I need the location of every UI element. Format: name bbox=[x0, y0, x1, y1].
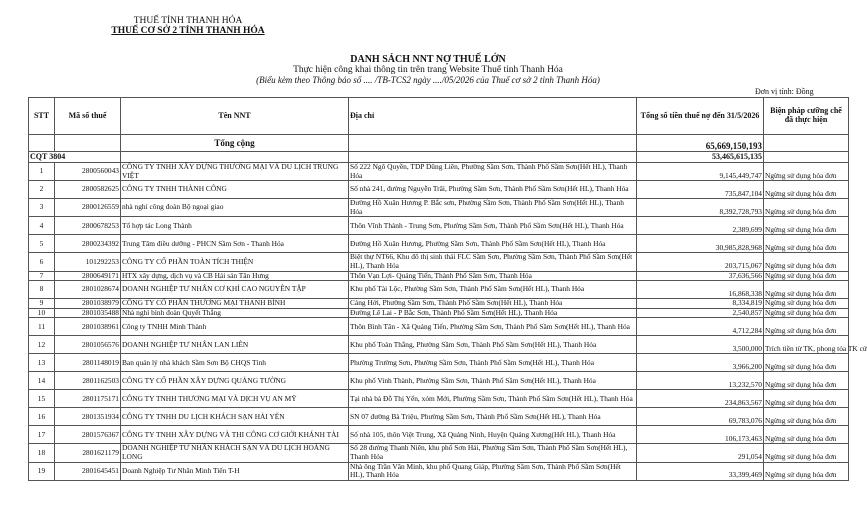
row-taxpayer-name: CÔNG TY CỔ PHẦN XÂY DỰNG QUẢNG TƯỜNG bbox=[121, 372, 349, 390]
row-tax-code: 2801351934 bbox=[55, 408, 121, 426]
unit-label: Đơn vị tính: Đồng bbox=[755, 87, 814, 96]
row-tax-code: 2801056576 bbox=[55, 336, 121, 354]
row-debt-amount: 4,712,284 bbox=[637, 318, 764, 336]
row-tax-code: 2801038961 bbox=[55, 318, 121, 336]
table-row bbox=[29, 462, 849, 480]
row-address: Biệt thự NT66, Khu đô thị sinh thái FLC Sầm Sơn, Phường Sầm Sơn, Thành Phố Sầm Sơn(Hết HL), Thanh Hóa bbox=[349, 253, 637, 271]
row-stt: 17 bbox=[29, 426, 55, 444]
issuer-header bbox=[108, 16, 268, 36]
table-row bbox=[29, 281, 849, 299]
row-enforcement-measure: Ngừng sử dụng hóa đơn bbox=[764, 253, 849, 271]
document-subtitle: Thực hiện công khai thông tin trên trang Website Thuế tỉnh Thanh Hóa bbox=[293, 65, 563, 75]
row-debt-amount: 3,500,000 bbox=[637, 336, 764, 354]
row-address: Đường Hồ Xuân Hương P. Bắc sơn, Phường Sầm Sơn, Thành Phố Sầm Sơn(Hết HL), Thanh Hóa bbox=[349, 199, 637, 217]
row-debt-amount: 234,863,567 bbox=[637, 390, 764, 408]
row-address: Đường Lê Lai - P Bắc Sơn, Thành Phố Sầm Sơn(Hết HL), Thanh Hóa bbox=[349, 308, 637, 318]
row-taxpayer-name: CÔNG TY TNHH DU LỊCH KHÁCH SẠN HẢI YẾN bbox=[121, 408, 349, 426]
row-stt: 7 bbox=[29, 271, 55, 281]
table-row bbox=[29, 299, 849, 309]
row-taxpayer-name: CÔNG TY TNHH XÂY DỰNG THƯƠNG MẠI VÀ DU LỊCH TRUNG VIỆT bbox=[121, 163, 349, 181]
row-stt: 11 bbox=[29, 318, 55, 336]
row-taxpayer-name: nhà nghỉ công đoàn Bộ ngoại giao bbox=[121, 199, 349, 217]
table-row bbox=[29, 318, 849, 336]
row-stt: 3 bbox=[29, 199, 55, 217]
row-stt: 8 bbox=[29, 281, 55, 299]
col-header-stt: STT bbox=[29, 98, 55, 135]
row-debt-amount: 16,868,338 bbox=[637, 281, 764, 299]
row-taxpayer-name: CÔNG TY CỔ PHẦN TOÀN TÍCH THIỆN bbox=[121, 253, 349, 271]
table-row bbox=[29, 181, 849, 199]
row-debt-amount: 33,399,469 bbox=[637, 462, 764, 480]
row-stt: 12 bbox=[29, 336, 55, 354]
row-taxpayer-name: Nhà nghỉ bình đoàn Quyết Thắng bbox=[121, 308, 349, 318]
row-taxpayer-name: Tổ hợp tác Long Thành bbox=[121, 217, 349, 235]
row-stt: 9 bbox=[29, 299, 55, 309]
row-tax-code: 2800234392 bbox=[55, 235, 121, 253]
row-address: Số nhà 241, đường Nguyễn Trãi, Phường Sầm Sơn, Thành Phố Sầm Sơn(Hết HL), Thanh Hóa bbox=[349, 181, 637, 199]
row-taxpayer-name: CÔNG TY CỔ PHẦN THƯƠNG MẠI THANH BÌNH bbox=[121, 299, 349, 309]
table-row bbox=[29, 163, 849, 181]
row-stt: 16 bbox=[29, 408, 55, 426]
row-debt-amount: 37,636,566 bbox=[637, 271, 764, 281]
table-row bbox=[29, 235, 849, 253]
table-row bbox=[29, 444, 849, 462]
document-title: DANH SÁCH NNT NỢ THUẾ LỚN bbox=[350, 54, 506, 65]
col-header-address: Địa chỉ bbox=[349, 98, 637, 135]
row-address: Cảng Hới, Phường Sầm Sơn, Thành Phố Sầm Sơn(Hết HL), Thanh Hóa bbox=[349, 299, 637, 309]
row-address: Khu phố Tài Lộc, Phường Sầm Sơn, Thành Phố Sầm Sơn(Hết HL), Thanh Hóa bbox=[349, 281, 637, 299]
issuer-authority: THUẾ TỈNH THANH HÓA bbox=[133, 16, 243, 26]
table-row bbox=[29, 271, 849, 281]
row-enforcement-measure: Ngừng sử dụng hóa đơn bbox=[764, 390, 849, 408]
debtor-table bbox=[28, 97, 867, 481]
row-enforcement-measure: Ngừng sử dụng hóa đơn bbox=[764, 299, 849, 309]
row-address: Thôn Bình Tân - Xã Quảng Tiến, Phường Sầm Sơn, Thành Phố Sầm Sơn(Hết HL), Thanh Hóa bbox=[349, 318, 637, 336]
row-stt: 14 bbox=[29, 372, 55, 390]
row-tax-code: 101292253 bbox=[55, 253, 121, 271]
row-enforcement-measure: Ngừng sử dụng hóa đơn bbox=[764, 181, 849, 199]
row-taxpayer-name: Trung Tâm điều dưỡng - PHCN Sầm Sơn - Thanh Hóa bbox=[121, 235, 349, 253]
row-tax-code: 2801162503 bbox=[55, 372, 121, 390]
row-enforcement-measure: Ngừng sử dụng hóa đơn bbox=[764, 235, 849, 253]
row-enforcement-measure: Ngừng sử dụng hóa đơn bbox=[764, 217, 849, 235]
table-header-row bbox=[29, 98, 849, 135]
row-enforcement-measure: Ngừng sử dụng hóa đơn bbox=[764, 199, 849, 217]
row-stt: 2 bbox=[29, 181, 55, 199]
row-address: Phường Trường Sơn, Phường Sầm Sơn, Thành Phố Sầm Sơn(Hết HL), Thanh Hóa bbox=[349, 354, 637, 372]
row-address: Nhà ông Trần Văn Minh, khu phố Quang Giáp, Phường Sầm Sơn, Thành Phố Sầm Sơn(Hết HL), Thanh Hóa bbox=[349, 462, 637, 480]
row-debt-amount: 106,173,463 bbox=[637, 426, 764, 444]
row-address: Số nhà 105, thôn Việt Trung, Xã Quảng Ninh, Huyện Quảng Xương(Hết HL), Thanh Hóa bbox=[349, 426, 637, 444]
col-header-name: Tên NNT bbox=[121, 98, 349, 135]
row-debt-amount: 3,966,200 bbox=[637, 354, 764, 372]
row-stt: 19 bbox=[29, 462, 55, 480]
table-row bbox=[29, 372, 849, 390]
row-tax-code: 2801028674 bbox=[55, 281, 121, 299]
row-taxpayer-name: DOANH NGHIỆP TƯ NHÂN LAN LIÊN bbox=[121, 336, 349, 354]
row-enforcement-measure: Ngừng sử dụng hóa đơn bbox=[764, 318, 849, 336]
row-stt: 5 bbox=[29, 235, 55, 253]
row-stt: 10 bbox=[29, 308, 55, 318]
row-tax-code: 2801038979 bbox=[55, 299, 121, 309]
row-address: Thôn Vĩnh Thành - Trung Sơn, Phường Sầm Sơn, Thành Phố Sầm Sơn(Hết HL), Thanh Hóa bbox=[349, 217, 637, 235]
row-address: Khu phố Toàn Thắng, Phường Sầm Sơn, Thành Phố Sầm Sơn(Hết HL), Thanh Hóa bbox=[349, 336, 637, 354]
row-debt-amount: 291,054 bbox=[637, 444, 764, 462]
row-debt-amount: 30,985,828,968 bbox=[637, 235, 764, 253]
row-tax-code: 2801621179 bbox=[55, 444, 121, 462]
row-debt-amount: 203,715,067 bbox=[637, 253, 764, 271]
row-stt: 13 bbox=[29, 354, 55, 372]
row-address: Đường Hồ Xuân Hương, Phường Sầm Sơn, Thành Phố Sầm Sơn(Hết HL), Thanh Hóa bbox=[349, 235, 637, 253]
total-label: Tổng cộng bbox=[121, 135, 349, 152]
table-row bbox=[29, 308, 849, 318]
row-stt: 4 bbox=[29, 217, 55, 235]
table-row bbox=[29, 336, 849, 354]
row-address: Thôn Vạn Lợi- Quảng Tiến, Thành Phố Sầm Sơn, Thanh Hóa bbox=[349, 271, 637, 281]
row-tax-code: 2801645451 bbox=[55, 462, 121, 480]
row-address: SN 07 đường Bà Triệu, Phường Sầm Sơn, Thành Phố Sầm Sơn(Hết HL), Thanh Hóa bbox=[349, 408, 637, 426]
document-title-block bbox=[0, 54, 856, 85]
row-address: Số 222 Ngô Quyền, TDP Dũng Liên, Phường Sầm Sơn, Thành Phố Sầm Sơn(Hết HL), Thanh Hóa bbox=[349, 163, 637, 181]
table-row bbox=[29, 253, 849, 271]
row-tax-code: 2800582625 bbox=[55, 181, 121, 199]
row-address: Số 28 đường Thanh Niên, khu phố Sơn Hải, Phường Sầm Sơn, Thành Phố Sầm Sơn(Hết HL), Thanh Hóa bbox=[349, 444, 637, 462]
table-row bbox=[29, 217, 849, 235]
row-tax-code: 2800126559 bbox=[55, 199, 121, 217]
group-row bbox=[29, 152, 849, 163]
row-debt-amount: 8,334,819 bbox=[637, 299, 764, 309]
row-taxpayer-name: CÔNG TY TNHH XÂY DỰNG VÀ THI CÔNG CƠ GIỚI KHÁNH TÀI bbox=[121, 426, 349, 444]
row-tax-code: 2801175171 bbox=[55, 390, 121, 408]
group-label: CQT 3804 bbox=[29, 152, 121, 163]
row-tax-code: 2801148019 bbox=[55, 354, 121, 372]
row-taxpayer-name: Doanh Nghiệp Tư Nhân Minh Tiến T-H bbox=[121, 462, 349, 480]
col-header-amount: Tổng số tiền thuế nợ đến 31/5/2026 bbox=[637, 98, 764, 135]
row-tax-code: 2800649171 bbox=[55, 271, 121, 281]
row-taxpayer-name: CÔNG TY TNHH THƯƠNG MẠI VÀ DỊCH VỤ AN MỸ bbox=[121, 390, 349, 408]
row-enforcement-measure: Ngừng sử dụng hóa đơn bbox=[764, 281, 849, 299]
row-stt: 1 bbox=[29, 163, 55, 181]
row-debt-amount: 735,847,104 bbox=[637, 181, 764, 199]
issuer-office: THUẾ CƠ SỞ 2 TỈNH THANH HÓA bbox=[111, 26, 265, 36]
row-taxpayer-name: Ban quản lý nhà khách Sầm Sơn Bộ CHQS Tỉnh bbox=[121, 354, 349, 372]
row-enforcement-measure: Ngừng sử dụng hóa đơn bbox=[764, 444, 849, 462]
row-stt: 18 bbox=[29, 444, 55, 462]
row-enforcement-measure: Trích tiền từ TK, phong tỏa TK cử bbox=[764, 336, 849, 354]
col-header-mst: Mã số thuế bbox=[55, 98, 121, 135]
row-taxpayer-name: HTX xây dựng, dịch vụ và CB Hải sản Tân Hưng bbox=[121, 271, 349, 281]
row-debt-amount: 8,392,728,793 bbox=[637, 199, 764, 217]
row-tax-code: 2800678253 bbox=[55, 217, 121, 235]
row-tax-code: 2800560043 bbox=[55, 163, 121, 181]
col-header-measure: Biện pháp cưỡng chế đã thực hiện bbox=[764, 98, 849, 135]
group-amount: 53,465,615,135 bbox=[637, 152, 764, 163]
row-debt-amount: 2,389,699 bbox=[637, 217, 764, 235]
document-note: (Biểu kèm theo Thông báo số .... /TB-TCS2 ngày ..../05/2026 của Thuế cơ sở 2 tỉnh Thanh Hóa) bbox=[256, 75, 600, 85]
row-enforcement-measure: Ngừng sử dụng hóa đơn bbox=[764, 163, 849, 181]
row-tax-code: 2801576367 bbox=[55, 426, 121, 444]
row-enforcement-measure: Ngừng sử dụng hóa đơn bbox=[764, 372, 849, 390]
table-row bbox=[29, 408, 849, 426]
row-taxpayer-name: DOANH NGHIỆP TƯ NHÂN KHÁCH SẠN VÀ DU LỊCH HOÀNG LONG bbox=[121, 444, 349, 462]
row-debt-amount: 9,145,449,747 bbox=[637, 163, 764, 181]
row-debt-amount: 13,232,570 bbox=[637, 372, 764, 390]
table-row bbox=[29, 199, 849, 217]
row-tax-code: 2801035488 bbox=[55, 308, 121, 318]
row-enforcement-measure: Ngừng sử dụng hóa đơn bbox=[764, 271, 849, 281]
row-taxpayer-name: CÔNG TY TNHH THÀNH CÔNG bbox=[121, 181, 349, 199]
table-row bbox=[29, 426, 849, 444]
row-stt: 6 bbox=[29, 253, 55, 271]
row-taxpayer-name: Công ty TNHH Minh Thành bbox=[121, 318, 349, 336]
row-enforcement-measure: Ngừng sử dụng hóa đơn bbox=[764, 426, 849, 444]
row-debt-amount: 69,783,076 bbox=[637, 408, 764, 426]
table-row bbox=[29, 354, 849, 372]
row-enforcement-measure: Ngừng sử dụng hóa đơn bbox=[764, 408, 849, 426]
row-address: Tại nhà bà Đỗ Thị Yến, xóm Mới, Phường Sầm Sơn, Thành Phố Sầm Sơn(Hết HL), Thanh Hóa bbox=[349, 390, 637, 408]
row-taxpayer-name: DOANH NGHIỆP TƯ NHÂN CƠ KHÍ CAO NGUYÊN TẬP bbox=[121, 281, 349, 299]
row-enforcement-measure: Ngừng sử dụng hóa đơn bbox=[764, 308, 849, 318]
row-debt-amount: 2,540,857 bbox=[637, 308, 764, 318]
total-amount: 65,669,150,193 bbox=[637, 135, 764, 152]
row-enforcement-measure: Ngừng sử dụng hóa đơn bbox=[764, 354, 849, 372]
row-address: Khu phố Vinh Thành, Phường Sầm Sơn, Thành Phố Sầm Sơn(Hết HL), Thanh Hóa bbox=[349, 372, 637, 390]
row-enforcement-measure: Ngừng sử dụng hóa đơn bbox=[764, 462, 849, 480]
table-row bbox=[29, 390, 849, 408]
total-row bbox=[29, 135, 849, 152]
row-stt: 15 bbox=[29, 390, 55, 408]
